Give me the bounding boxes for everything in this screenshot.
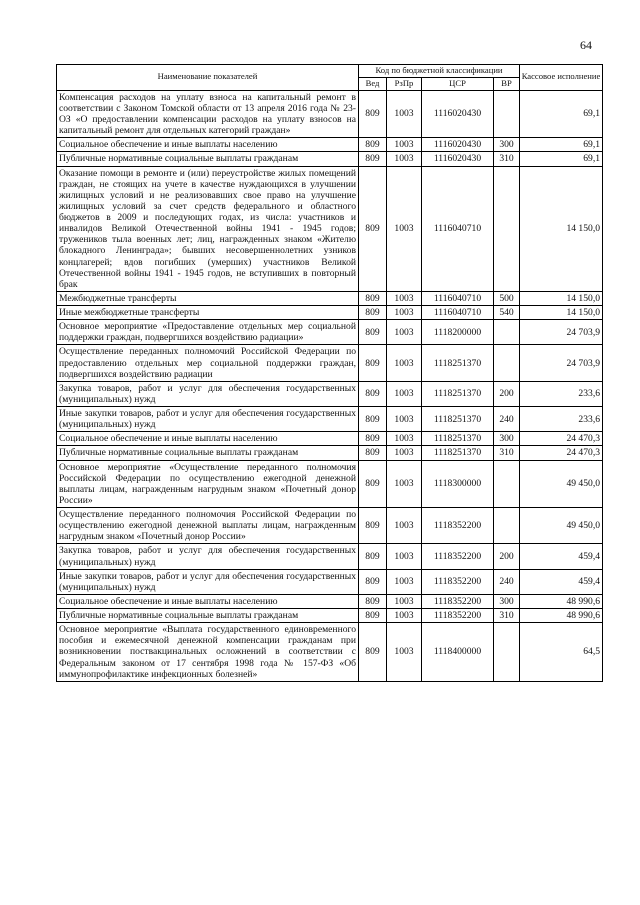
row-rzpr: 1003 bbox=[387, 138, 422, 152]
table-row bbox=[57, 407, 603, 432]
header-rzpr: РзПр bbox=[387, 77, 422, 90]
table-row bbox=[57, 138, 603, 152]
table-row bbox=[57, 460, 603, 508]
row-ved: 809 bbox=[359, 446, 387, 460]
row-sum: 14 150,0 bbox=[520, 291, 603, 305]
row-name: Социальное обеспечение и иные выплаты населению bbox=[57, 138, 359, 152]
row-csr: 1118352200 bbox=[422, 569, 494, 594]
row-name: Основное мероприятие «Осуществление переданного полномочия Российской Федерации по осуществлению ежегодной денежной выплаты лицам, награжденным нагрудным знаком «Почетный донор России» bbox=[57, 460, 359, 508]
row-csr: 1118200000 bbox=[422, 320, 494, 345]
row-name: Основное мероприятие «Предоставление отдельных мер социальной поддержки граждан, подвергшихся воздействию радиации» bbox=[57, 320, 359, 345]
table-row bbox=[57, 594, 603, 608]
row-ved: 809 bbox=[359, 569, 387, 594]
row-rzpr: 1003 bbox=[387, 166, 422, 291]
table-row bbox=[57, 508, 603, 544]
row-vr bbox=[494, 460, 520, 508]
row-vr bbox=[494, 166, 520, 291]
row-vr: 310 bbox=[494, 609, 520, 623]
row-vr bbox=[494, 508, 520, 544]
row-vr: 310 bbox=[494, 446, 520, 460]
row-name: Компенсация расходов на уплату взноса на капитальный ремонт в соответствии с Законом Томской области от 13 апреля 2016 года № 23-ОЗ «О предоставлении компенсации расходов на уплату взносов на капитальный ремонт для отдельных категорий граждан» bbox=[57, 90, 359, 138]
row-vr: 500 bbox=[494, 291, 520, 305]
table-row bbox=[57, 152, 603, 166]
row-sum: 233,6 bbox=[520, 407, 603, 432]
row-vr: 300 bbox=[494, 432, 520, 446]
row-sum: 233,6 bbox=[520, 381, 603, 406]
row-name: Публичные нормативные социальные выплаты гражданам bbox=[57, 152, 359, 166]
row-vr bbox=[494, 90, 520, 138]
row-vr: 240 bbox=[494, 569, 520, 594]
row-sum: 24 703,9 bbox=[520, 345, 603, 381]
row-ved: 809 bbox=[359, 594, 387, 608]
row-csr: 1116040710 bbox=[422, 306, 494, 320]
row-rzpr: 1003 bbox=[387, 460, 422, 508]
table-row bbox=[57, 446, 603, 460]
row-csr: 1116020430 bbox=[422, 90, 494, 138]
table-row bbox=[57, 381, 603, 406]
row-csr: 1118352200 bbox=[422, 544, 494, 569]
table-row bbox=[57, 345, 603, 381]
page-number: 64 bbox=[580, 38, 592, 52]
header-name: Наименование показателей bbox=[57, 65, 359, 91]
table-row bbox=[57, 569, 603, 594]
row-vr: 300 bbox=[494, 594, 520, 608]
row-sum: 459,4 bbox=[520, 569, 603, 594]
table-row bbox=[57, 544, 603, 569]
row-sum: 14 150,0 bbox=[520, 306, 603, 320]
row-ved: 809 bbox=[359, 432, 387, 446]
row-ved: 809 bbox=[359, 407, 387, 432]
row-csr: 1118251370 bbox=[422, 446, 494, 460]
row-sum: 24 703,9 bbox=[520, 320, 603, 345]
row-rzpr: 1003 bbox=[387, 544, 422, 569]
budget-table bbox=[56, 64, 603, 682]
row-vr: 240 bbox=[494, 407, 520, 432]
row-name: Закупка товаров, работ и услуг для обеспечения государственных (муниципальных) нужд bbox=[57, 544, 359, 569]
row-ved: 809 bbox=[359, 544, 387, 569]
row-name: Межбюджетные трансферты bbox=[57, 291, 359, 305]
row-ved: 809 bbox=[359, 90, 387, 138]
row-vr: 300 bbox=[494, 138, 520, 152]
row-ved: 809 bbox=[359, 320, 387, 345]
row-rzpr: 1003 bbox=[387, 306, 422, 320]
header-sum: Кассовое исполнение bbox=[520, 65, 603, 91]
row-rzpr: 1003 bbox=[387, 623, 422, 682]
table-header bbox=[57, 65, 603, 91]
header-row-top bbox=[57, 65, 603, 78]
row-csr: 1118352200 bbox=[422, 594, 494, 608]
row-rzpr: 1003 bbox=[387, 432, 422, 446]
row-rzpr: 1003 bbox=[387, 508, 422, 544]
row-rzpr: 1003 bbox=[387, 569, 422, 594]
header-vr: ВР bbox=[494, 77, 520, 90]
row-name: Осуществление переданных полномочий Российской Федерации по предоставлению отдельных мер социальной поддержки граждан, подвергшихся воздействию радиации bbox=[57, 345, 359, 381]
row-rzpr: 1003 bbox=[387, 594, 422, 608]
row-sum: 48 990,6 bbox=[520, 594, 603, 608]
row-name: Публичные нормативные социальные выплаты гражданам bbox=[57, 609, 359, 623]
row-name: Иные закупки товаров, работ и услуг для обеспечения государственных (муниципальных) нужд bbox=[57, 569, 359, 594]
row-ved: 809 bbox=[359, 306, 387, 320]
row-sum: 48 990,6 bbox=[520, 609, 603, 623]
header-csr: ЦСР bbox=[422, 77, 494, 90]
row-ved: 809 bbox=[359, 138, 387, 152]
row-name: Социальное обеспечение и иные выплаты населению bbox=[57, 432, 359, 446]
row-rzpr: 1003 bbox=[387, 152, 422, 166]
row-ved: 809 bbox=[359, 460, 387, 508]
table-row bbox=[57, 90, 603, 138]
row-name: Иные закупки товаров, работ и услуг для обеспечения государственных (муниципальных) нужд bbox=[57, 407, 359, 432]
row-rzpr: 1003 bbox=[387, 320, 422, 345]
row-sum: 69,1 bbox=[520, 90, 603, 138]
row-ved: 809 bbox=[359, 291, 387, 305]
row-sum: 69,1 bbox=[520, 152, 603, 166]
row-ved: 809 bbox=[359, 623, 387, 682]
row-rzpr: 1003 bbox=[387, 446, 422, 460]
row-name: Основное мероприятие «Выплата государственного единовременного пособия и ежемесячной денежной компенсации гражданам при возникновении поствакцинальных осложнений в соответствии с Федеральным законом от 17 сентября 1998 года № 157-ФЗ «Об иммунопрофилактике инфекционных болезней» bbox=[57, 623, 359, 682]
row-vr: 200 bbox=[494, 544, 520, 569]
row-vr bbox=[494, 623, 520, 682]
row-ved: 809 bbox=[359, 508, 387, 544]
row-rzpr: 1003 bbox=[387, 90, 422, 138]
row-ved: 809 bbox=[359, 381, 387, 406]
table-row bbox=[57, 609, 603, 623]
row-vr: 540 bbox=[494, 306, 520, 320]
row-csr: 1118251370 bbox=[422, 381, 494, 406]
row-csr: 1118352200 bbox=[422, 609, 494, 623]
header-code-group: Код по бюджетной классификации bbox=[359, 65, 520, 78]
table-row bbox=[57, 291, 603, 305]
row-sum: 49 450,0 bbox=[520, 508, 603, 544]
table-row bbox=[57, 432, 603, 446]
row-csr: 1116020430 bbox=[422, 152, 494, 166]
row-sum: 24 470,3 bbox=[520, 432, 603, 446]
row-vr: 200 bbox=[494, 381, 520, 406]
row-sum: 24 470,3 bbox=[520, 446, 603, 460]
row-csr: 1118251370 bbox=[422, 432, 494, 446]
row-csr: 1118352200 bbox=[422, 508, 494, 544]
row-rzpr: 1003 bbox=[387, 609, 422, 623]
row-name: Публичные нормативные социальные выплаты гражданам bbox=[57, 446, 359, 460]
row-name: Закупка товаров, работ и услуг для обеспечения государственных (муниципальных) нужд bbox=[57, 381, 359, 406]
row-name: Иные межбюджетные трансферты bbox=[57, 306, 359, 320]
row-vr bbox=[494, 320, 520, 345]
row-ved: 809 bbox=[359, 609, 387, 623]
row-sum: 64,5 bbox=[520, 623, 603, 682]
row-rzpr: 1003 bbox=[387, 345, 422, 381]
table-row bbox=[57, 166, 603, 291]
row-csr: 1116040710 bbox=[422, 166, 494, 291]
row-vr: 310 bbox=[494, 152, 520, 166]
row-csr: 1118251370 bbox=[422, 407, 494, 432]
table-row bbox=[57, 623, 603, 682]
row-name: Оказание помощи в ремонте и (или) переустройстве жилых помещений граждан, не стоящих на учете в качестве нуждающихся в улучшении жилищных условий и не реализовавших свое право на улучшение жилищных условий за счет средств федерального и областного бюджетов в 2009 и последующих годах, из числа: участников и инвалидов Великой Отечественной войны 1941 - 1945 годов; тружеников тыла военных лет; лиц, награжденных знаком «Жителю блокадного Ленинграда»; бывших несовершеннолетних узников концлагерей; вдов погибших (умерших) участников Великой Отечественной войны 1941 - 1945 годов, не вступивших в повторный брак bbox=[57, 166, 359, 291]
row-name: Осуществление переданного полномочия Российской Федерации по осуществлению ежегодной денежной выплаты лицам, награжденным нагрудным знаком «Почетный донор России» bbox=[57, 508, 359, 544]
table-row bbox=[57, 306, 603, 320]
row-sum: 459,4 bbox=[520, 544, 603, 569]
row-ved: 809 bbox=[359, 345, 387, 381]
row-csr: 1116040710 bbox=[422, 291, 494, 305]
row-rzpr: 1003 bbox=[387, 291, 422, 305]
row-rzpr: 1003 bbox=[387, 381, 422, 406]
row-csr: 1118251370 bbox=[422, 345, 494, 381]
row-sum: 14 150,0 bbox=[520, 166, 603, 291]
row-csr: 1118400000 bbox=[422, 623, 494, 682]
row-ved: 809 bbox=[359, 166, 387, 291]
row-rzpr: 1003 bbox=[387, 407, 422, 432]
row-csr: 1118300000 bbox=[422, 460, 494, 508]
table-row bbox=[57, 320, 603, 345]
row-vr bbox=[494, 345, 520, 381]
row-ved: 809 bbox=[359, 152, 387, 166]
row-sum: 49 450,0 bbox=[520, 460, 603, 508]
row-csr: 1116020430 bbox=[422, 138, 494, 152]
row-sum: 69,1 bbox=[520, 138, 603, 152]
header-ved: Вед bbox=[359, 77, 387, 90]
table-body bbox=[57, 90, 603, 681]
row-name: Социальное обеспечение и иные выплаты населению bbox=[57, 594, 359, 608]
